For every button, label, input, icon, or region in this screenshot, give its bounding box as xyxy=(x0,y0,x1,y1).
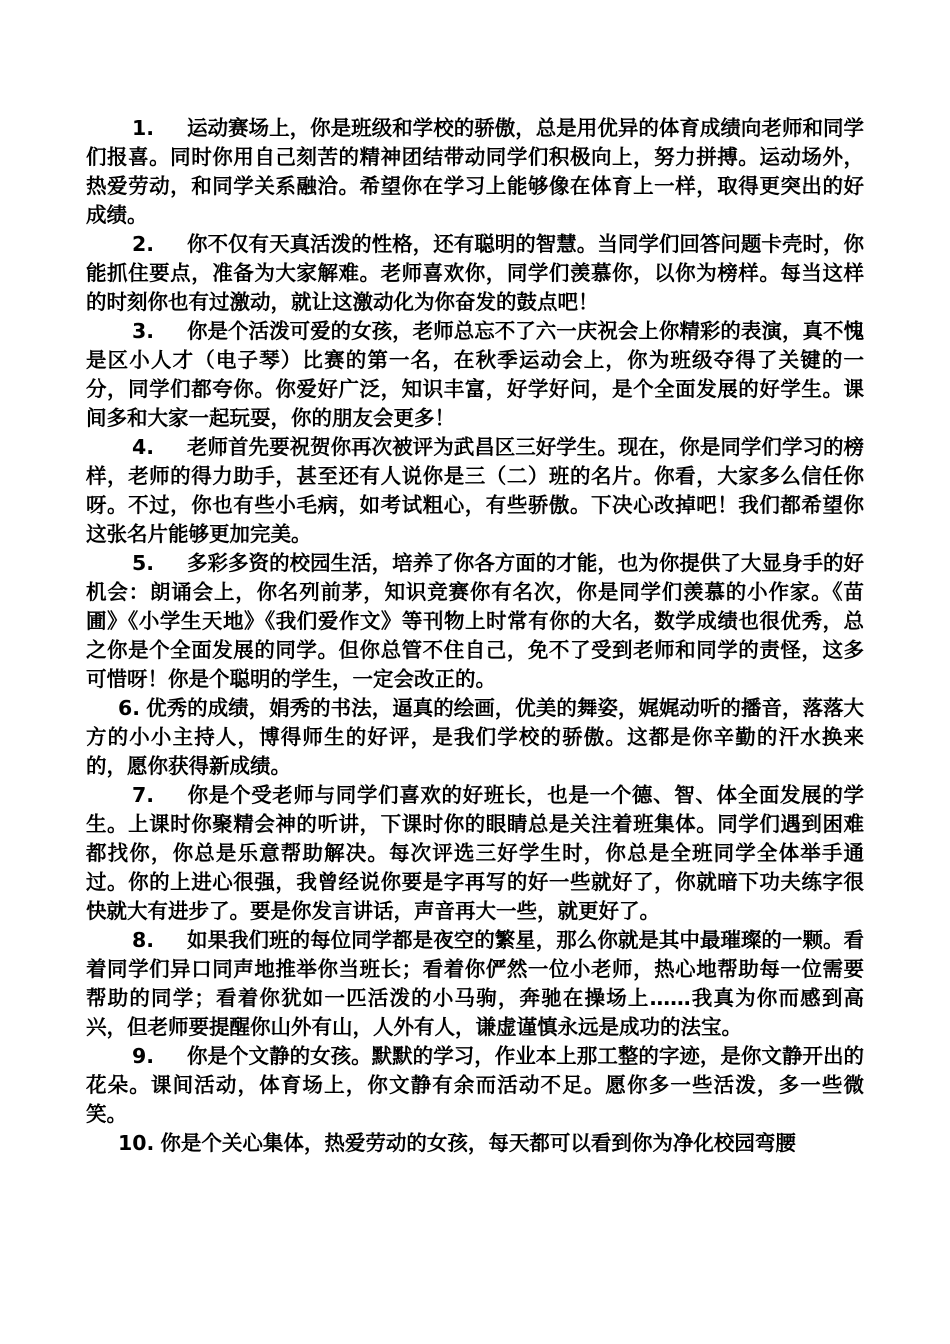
paragraph-10 xyxy=(86,1129,864,1158)
paragraph-1 xyxy=(86,114,864,230)
paragraph-number: 10. xyxy=(118,1131,155,1155)
paragraph-number: 6. xyxy=(118,696,141,720)
paragraph-number: 4. xyxy=(132,435,155,459)
document-body xyxy=(86,114,864,1158)
paragraph-3 xyxy=(86,317,864,433)
paragraph-8 xyxy=(86,926,864,1042)
paragraph-5 xyxy=(86,549,864,694)
paragraph-number: 1. xyxy=(132,116,155,140)
paragraph-text: 你是个关心集体，热爱劳动的女孩，每天都可以看到你为净化校园弯腰 xyxy=(160,1131,796,1155)
paragraph-7 xyxy=(86,781,864,926)
paragraph-text: 运动赛场上，你是班级和学校的骄傲，总是用优异的体育成绩向老师和同学们报喜。同时你用自己刻苦的精神团结带动同学们积极向上，努力拼搏。运动场外，热爱劳动，和同学关系融洽。希望你在学习上能够像在体育上一样，取得更突出的好成绩。 xyxy=(86,116,864,227)
paragraph-number: 3. xyxy=(132,319,155,343)
paragraph-number: 2. xyxy=(132,232,155,256)
paragraph-2 xyxy=(86,230,864,317)
paragraph-text: 你不仅有天真活泼的性格，还有聪明的智慧。当同学们回答问题卡壳时，你能抓住要点，准备为大家解难。老师喜欢你，同学们羡慕你，以你为榜样。每当这样的时刻你也有过激动，就让这激动化为你奋发的鼓点吧！ xyxy=(86,232,864,314)
paragraph-number: 8. xyxy=(132,928,155,952)
paragraph-text: 多彩多资的校园生活，培养了你各方面的才能，也为你提供了大显身手的好机会：朗诵会上，你名列前茅，知识竞赛你有名次，你是同学们羡慕的小作家。《苗圃》《小学生天地》《我们爱作文》等刊物上时常有你的大名，数学成绩也很优秀，总之你是个全面发展的同学。但你总管不住自己，免不了受到老师和同学的责怪，这多可惜呀！你是个聪明的学生，一定会改正的。 xyxy=(86,551,864,691)
paragraph-6 xyxy=(86,694,864,781)
paragraph-number: 9. xyxy=(132,1044,155,1068)
paragraph-text: 你是个文静的女孩。默默的学习，作业本上那工整的字迹，是你文静开出的花朵。课间活动，体育场上，你文静有余而活动不足。愿你多一些活泼，多一些微笑。 xyxy=(86,1044,864,1126)
paragraph-text: 你是个受老师与同学们喜欢的好班长，也是一个德、智、体全面发展的学生。上课时你聚精会神的听讲，下课时你的眼睛总是关注着班集体。同学们遇到困难都找你，你总是乐意帮助解决。每次评选三好学生时，你总是全班同学全体举手通过。你的上进心很强，我曾经说你要是字再写的好一些就好了，你就暗下功夫练字很快就大有进步了。要是你发言讲话，声音再大一些，就更好了。 xyxy=(86,783,864,923)
paragraph-text: 优秀的成绩，娟秀的书法，逼真的绘画，优美的舞姿，娓娓动听的播音，落落大方的小小主持人，博得师生的好评，是我们学校的骄傲。这都是你辛勤的汗水换来的，愿你获得新成绩。 xyxy=(86,696,864,778)
paragraph-number: 5. xyxy=(132,551,155,575)
paragraph-text: 你是个活泼可爱的女孩，老师总忘不了六一庆祝会上你精彩的表演，真不愧是区小人才（电子琴）比赛的第一名，在秋季运动会上，你为班级夺得了关键的一分，同学们都夸你。你爱好广泛，知识丰富，好学好问，是个全面发展的好学生。课间多和大家一起玩耍，你的朋友会更多！ xyxy=(86,319,864,430)
paragraph-text: 老师首先要祝贺你再次被评为武昌区三好学生。现在，你是同学们学习的榜样，老师的得力助手，甚至还有人说你是三（二）班的名片。你看，大家多么信任你呀。不过，你也有些小毛病，如考试粗心，有些骄傲。下决心改掉吧！我们都希望你这张名片能够更加完美。 xyxy=(86,435,864,546)
paragraph-4 xyxy=(86,433,864,549)
paragraph-number: 7. xyxy=(132,783,155,807)
paragraph-text: 如果我们班的每位同学都是夜空的繁星，那么你就是其中最璀璨的一颗。看着同学们异口同声地推举你当班长；看着你俨然一位小老师，热心地帮助每一位需要帮助的同学；看着你犹如一匹活泼的小马驹，奔驰在操场上……我真为你而感到高兴，但老师要提醒你山外有山，人外有人，谦虚谨慎永远是成功的法宝。 xyxy=(86,928,864,1039)
paragraph-9 xyxy=(86,1042,864,1129)
